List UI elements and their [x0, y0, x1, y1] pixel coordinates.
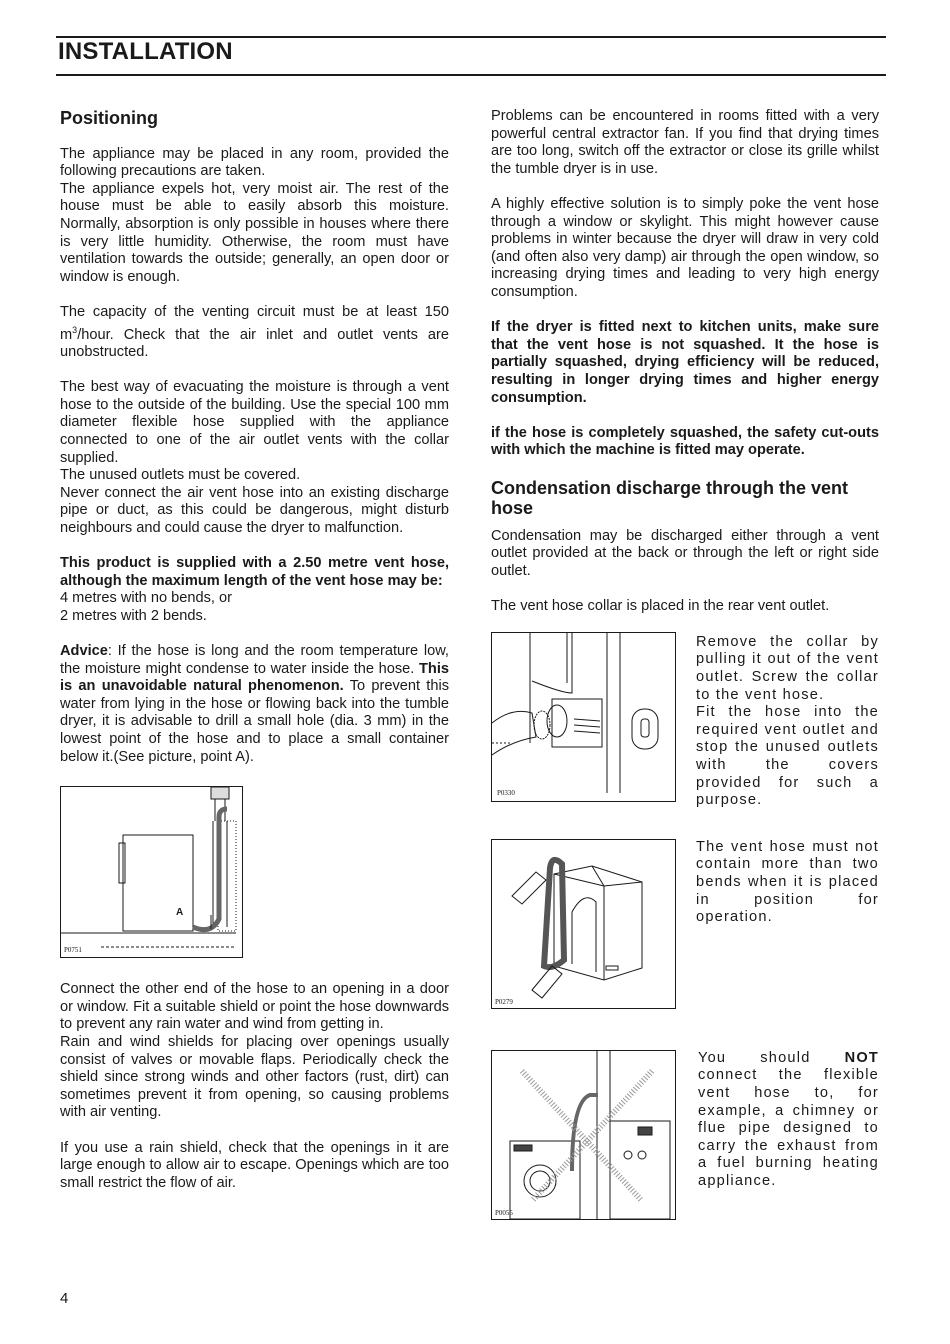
figure-chimney — [491, 1050, 676, 1220]
capacity-text: The capacity of the venting circuit must be at least 150 m — [60, 303, 449, 343]
capacity-text: /hour. Check that the air inlet and outlet vents are unobstructed. — [60, 326, 449, 360]
extractor-paragraph: Problems can be encountered in rooms fitted with a very powerful central extractor fan. If you find that drying times are too long, switch off the extractor or close its grille whilst the tumble dryer is in use. — [491, 108, 879, 177]
advice-text: : If the hose is long and the room temperature low, the moisture might condense to water inside the hose. — [60, 643, 449, 677]
advice-bold: This is an unavoidable natural phenomenon. — [60, 660, 449, 695]
condensation-heading: Condensation discharge through the vent hose — [491, 477, 849, 518]
figure-collar-text — [696, 632, 879, 810]
capacity-superscript: 3 — [72, 324, 78, 335]
bends-instruction: The vent hose must not contain more than two bends when it is placed in position for operation. — [696, 838, 879, 926]
figure-code: P0279 — [495, 997, 513, 1006]
hose-length-warning: This product is supplied with a 2.50 metre vent hose, although the maximum length of the vent hose may be: — [60, 555, 449, 589]
page-number: 4 — [60, 1290, 69, 1307]
figure-row-chimney — [491, 1050, 879, 1220]
chimney-warning — [698, 1050, 879, 1191]
figure-code: P0055 — [495, 1208, 513, 1217]
safety-warning: if the hose is completely squashed, the safety cut-outs with which the machine is fitted may operate. — [491, 424, 879, 459]
figure-bends — [491, 839, 676, 1009]
chimney-warning-text: connect the flexible vent hose to, for example, a chimney or flue pipe designed to carry the exhaust from a fuel burning heating appliance. — [698, 1067, 879, 1189]
hose-length-line: 4 metres with no bends, or — [60, 590, 232, 607]
hose-length-line: 2 metres with 2 bends. — [60, 607, 207, 624]
figure-row-collar — [491, 632, 879, 810]
window-paragraph: A highly effective solution is to simply poke the vent hose through a window or skylight. This might however cause problems in winter because the dryer will draw in very cold (and often also very damp) air through the open window, so increasing drying times and leading to very high energy consumption. — [491, 195, 879, 300]
capacity-paragraph — [60, 304, 449, 362]
header-rule-bottom — [56, 74, 886, 76]
vent-hose-paragraph: The unused outlets must be covered. — [60, 467, 301, 484]
squash-warning: If the dryer is fitted next to kitchen units, make sure that the vent hose is not squashed. It the hose is partially squashed, drying efficiency will be reduced, resulting in longer drying times and higher energy consumption. — [491, 319, 879, 406]
figure-code: P0330 — [497, 788, 515, 797]
figure-code: P0751 — [64, 946, 82, 955]
figure-point-label: A — [176, 907, 184, 919]
right-column — [491, 108, 879, 1220]
positioning-paragraph: The appliance may be placed in any room, provided the following precautions are taken. — [60, 145, 449, 180]
positioning-paragraph: The appliance expels hot, very moist air. The rest of the house must be able to easily absorb this moisture. Normally, absorption is only possible in houses where there is very little humidity. Otherwise, the room must have ventilation towards the outside; generally, an open door or window is enough. — [60, 180, 449, 285]
collar-instruction: Remove the collar by pulling it out of the vent outlet. Screw the collar to the vent hose. — [696, 633, 879, 703]
shield-paragraph: Connect the other end of the hose to an opening in a door or window. Fit a suitable shield or point the hose downwards to prevent any rain water and wind from getting in. — [60, 981, 449, 1033]
figure-bends-text — [696, 839, 879, 927]
condensation-paragraph: Condensation may be discharged either through a vent outlet provided at the back or through the left or right side outlet. — [491, 527, 879, 580]
advice-label: Advice — [60, 643, 108, 660]
vent-hose-paragraph: Never connect the air vent hose into an existing discharge pipe or duct, as this could be dangerous, might disturb neighbours and could cause the dryer to malfunction. — [60, 484, 449, 536]
positioning-heading: Positioning — [60, 108, 158, 128]
vent-hose-paragraph: The best way of evacuating the moisture is through a vent hose to the outside of the building. Use the special 100 mm diameter flexible hose supplied with the appliance connected to one of the air outlet vents with the collar supplied. — [60, 379, 449, 466]
figure-drain-hole — [60, 786, 243, 958]
advice-text: To prevent this water from lying in the hose or flowing back into the tumble dryer, it is advisable to drill a small hole (dia. 3 mm) in the lowest point of the hose and to place a small container below it.(See picture, point A). — [60, 678, 450, 765]
shield-paragraph: Rain and wind shields for placing over openings usually consist of valves or movable flaps. Periodically check the shield since strong winds and other factors (rust, dirt) can sometimes prevent it from opening, so causing problems with air venting. — [60, 1034, 449, 1121]
page-title: INSTALLATION — [58, 38, 233, 65]
collar-instruction: Fit the hose into the required vent outlet and stop the unused outlets with the covers provided for such a purpose. — [696, 704, 879, 809]
figure-chimney-text — [698, 1050, 879, 1191]
rain-shield-paragraph: If you use a rain shield, check that the openings in it are large enough to allow air to escape. Openings which are too small restrict the flow of air. — [60, 1139, 449, 1191]
figure-row-bends — [491, 839, 879, 1009]
advice-paragraph — [60, 643, 449, 766]
figure-collar — [491, 632, 676, 802]
collar-paragraph: The vent hose collar is placed in the rear vent outlet. — [491, 598, 830, 615]
left-column — [60, 108, 449, 1192]
chimney-warning-bold: NOT — [844, 1049, 879, 1066]
chimney-warning-text: You should — [698, 1049, 845, 1066]
